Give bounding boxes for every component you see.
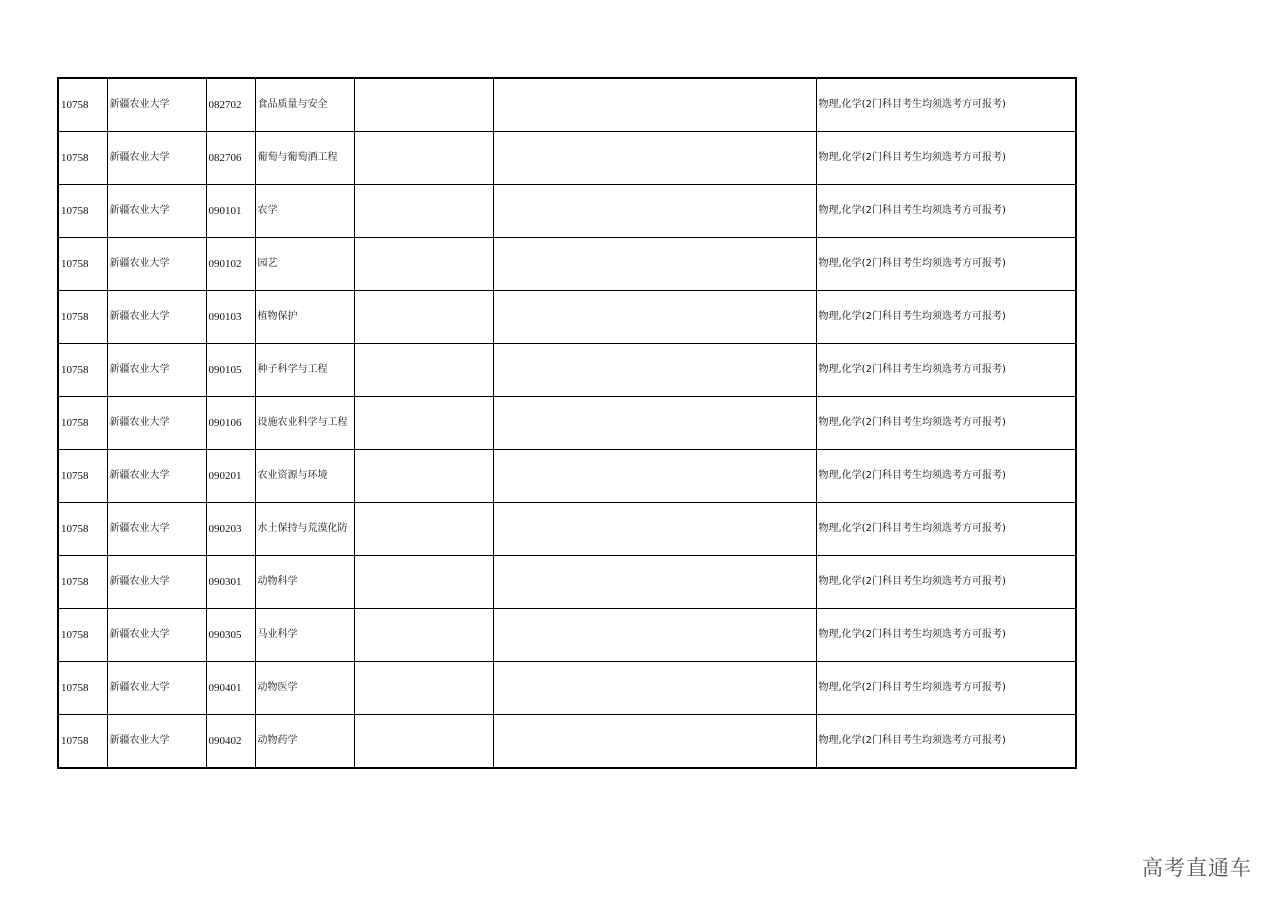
table-row (58, 185, 1076, 238)
cell-empty (354, 238, 493, 291)
cell-major-code: 082706 (206, 132, 255, 185)
cell-subject-requirement: 物理,化学(2门科目考生均须选考方可报考) (816, 132, 1076, 185)
cell-empty (354, 185, 493, 238)
cell-subject-requirement: 物理,化学(2门科目考生均须选考方可报考) (816, 609, 1076, 662)
cell-subject-requirement: 物理,化学(2门科目考生均须选考方可报考) (816, 238, 1076, 291)
table-row (58, 503, 1076, 556)
table-row (58, 238, 1076, 291)
cell-major-name: 农业资源与环境 (255, 450, 354, 503)
cell-school-code: 10758 (58, 662, 107, 715)
cell-major-code: 090102 (206, 238, 255, 291)
cell-major-name: 种子科学与工程 (255, 344, 354, 397)
cell-school-name: 新疆农业大学 (107, 238, 206, 291)
cell-school-code: 10758 (58, 397, 107, 450)
cell-empty (354, 78, 493, 132)
cell-major-name: 葡萄与葡萄酒工程 (255, 132, 354, 185)
cell-empty (493, 397, 816, 450)
cell-empty (493, 715, 816, 769)
table-row (58, 662, 1076, 715)
cell-major-name: 园艺 (255, 238, 354, 291)
cell-school-name: 新疆农业大学 (107, 291, 206, 344)
cell-empty (493, 450, 816, 503)
cell-school-code: 10758 (58, 78, 107, 132)
cell-major-name: 水土保持与荒漠化防 (255, 503, 354, 556)
cell-empty (354, 556, 493, 609)
cell-empty (354, 715, 493, 769)
cell-school-code: 10758 (58, 185, 107, 238)
cell-major-code: 090105 (206, 344, 255, 397)
cell-school-name: 新疆农业大学 (107, 450, 206, 503)
cell-subject-requirement: 物理,化学(2门科目考生均须选考方可报考) (816, 291, 1076, 344)
cell-school-code: 10758 (58, 291, 107, 344)
cell-subject-requirement: 物理,化学(2门科目考生均须选考方可报考) (816, 503, 1076, 556)
cell-school-name: 新疆农业大学 (107, 556, 206, 609)
cell-school-name: 新疆农业大学 (107, 662, 206, 715)
cell-subject-requirement: 物理,化学(2门科目考生均须选考方可报考) (816, 715, 1076, 769)
cell-empty (493, 185, 816, 238)
table-row (58, 397, 1076, 450)
table-row (58, 344, 1076, 397)
cell-subject-requirement: 物理,化学(2门科目考生均须选考方可报考) (816, 185, 1076, 238)
cell-subject-requirement: 物理,化学(2门科目考生均须选考方可报考) (816, 556, 1076, 609)
major-requirements-table (57, 77, 1077, 769)
cell-empty (354, 450, 493, 503)
cell-empty (354, 503, 493, 556)
cell-subject-requirement: 物理,化学(2门科目考生均须选考方可报考) (816, 450, 1076, 503)
cell-major-name: 动物药学 (255, 715, 354, 769)
cell-major-code: 090402 (206, 715, 255, 769)
cell-major-name: 动物科学 (255, 556, 354, 609)
cell-school-name: 新疆农业大学 (107, 344, 206, 397)
cell-school-code: 10758 (58, 715, 107, 769)
cell-empty (493, 503, 816, 556)
cell-major-code: 090106 (206, 397, 255, 450)
cell-subject-requirement: 物理,化学(2门科目考生均须选考方可报考) (816, 397, 1076, 450)
table-row (58, 556, 1076, 609)
cell-school-code: 10758 (58, 132, 107, 185)
cell-empty (493, 132, 816, 185)
cell-school-code: 10758 (58, 503, 107, 556)
table-body (58, 78, 1076, 768)
cell-school-name: 新疆农业大学 (107, 78, 206, 132)
cell-major-name: 马业科学 (255, 609, 354, 662)
cell-major-code: 090401 (206, 662, 255, 715)
cell-empty (493, 609, 816, 662)
cell-major-name: 植物保护 (255, 291, 354, 344)
cell-school-code: 10758 (58, 238, 107, 291)
cell-major-code: 090203 (206, 503, 255, 556)
cell-major-name: 动物医学 (255, 662, 354, 715)
table-row (58, 291, 1076, 344)
cell-subject-requirement: 物理,化学(2门科目考生均须选考方可报考) (816, 662, 1076, 715)
cell-major-code: 090201 (206, 450, 255, 503)
table-row (58, 715, 1076, 769)
cell-subject-requirement: 物理,化学(2门科目考生均须选考方可报考) (816, 78, 1076, 132)
cell-school-code: 10758 (58, 450, 107, 503)
watermark-text: 高考直通车 (1142, 856, 1252, 880)
cell-major-code: 090301 (206, 556, 255, 609)
cell-empty (493, 238, 816, 291)
cell-major-code: 090101 (206, 185, 255, 238)
table-row (58, 78, 1076, 132)
cell-school-code: 10758 (58, 344, 107, 397)
table-row (58, 609, 1076, 662)
cell-empty (493, 344, 816, 397)
cell-empty (354, 662, 493, 715)
cell-major-code: 082702 (206, 78, 255, 132)
cell-major-name: 设施农业科学与工程 (255, 397, 354, 450)
cell-empty (493, 291, 816, 344)
cell-school-code: 10758 (58, 556, 107, 609)
cell-empty (354, 132, 493, 185)
cell-school-name: 新疆农业大学 (107, 397, 206, 450)
cell-school-name: 新疆农业大学 (107, 132, 206, 185)
cell-major-code: 090103 (206, 291, 255, 344)
cell-empty (354, 397, 493, 450)
cell-school-name: 新疆农业大学 (107, 185, 206, 238)
cell-empty (493, 556, 816, 609)
cell-empty (493, 662, 816, 715)
cell-major-name: 食品质量与安全 (255, 78, 354, 132)
cell-empty (354, 344, 493, 397)
cell-school-name: 新疆农业大学 (107, 609, 206, 662)
cell-school-name: 新疆农业大学 (107, 503, 206, 556)
cell-major-name: 农学 (255, 185, 354, 238)
cell-major-code: 090305 (206, 609, 255, 662)
cell-subject-requirement: 物理,化学(2门科目考生均须选考方可报考) (816, 344, 1076, 397)
cell-empty (354, 291, 493, 344)
cell-empty (493, 78, 816, 132)
cell-school-name: 新疆农业大学 (107, 715, 206, 769)
cell-school-code: 10758 (58, 609, 107, 662)
table-row (58, 132, 1076, 185)
table-row (58, 450, 1076, 503)
cell-empty (354, 609, 493, 662)
